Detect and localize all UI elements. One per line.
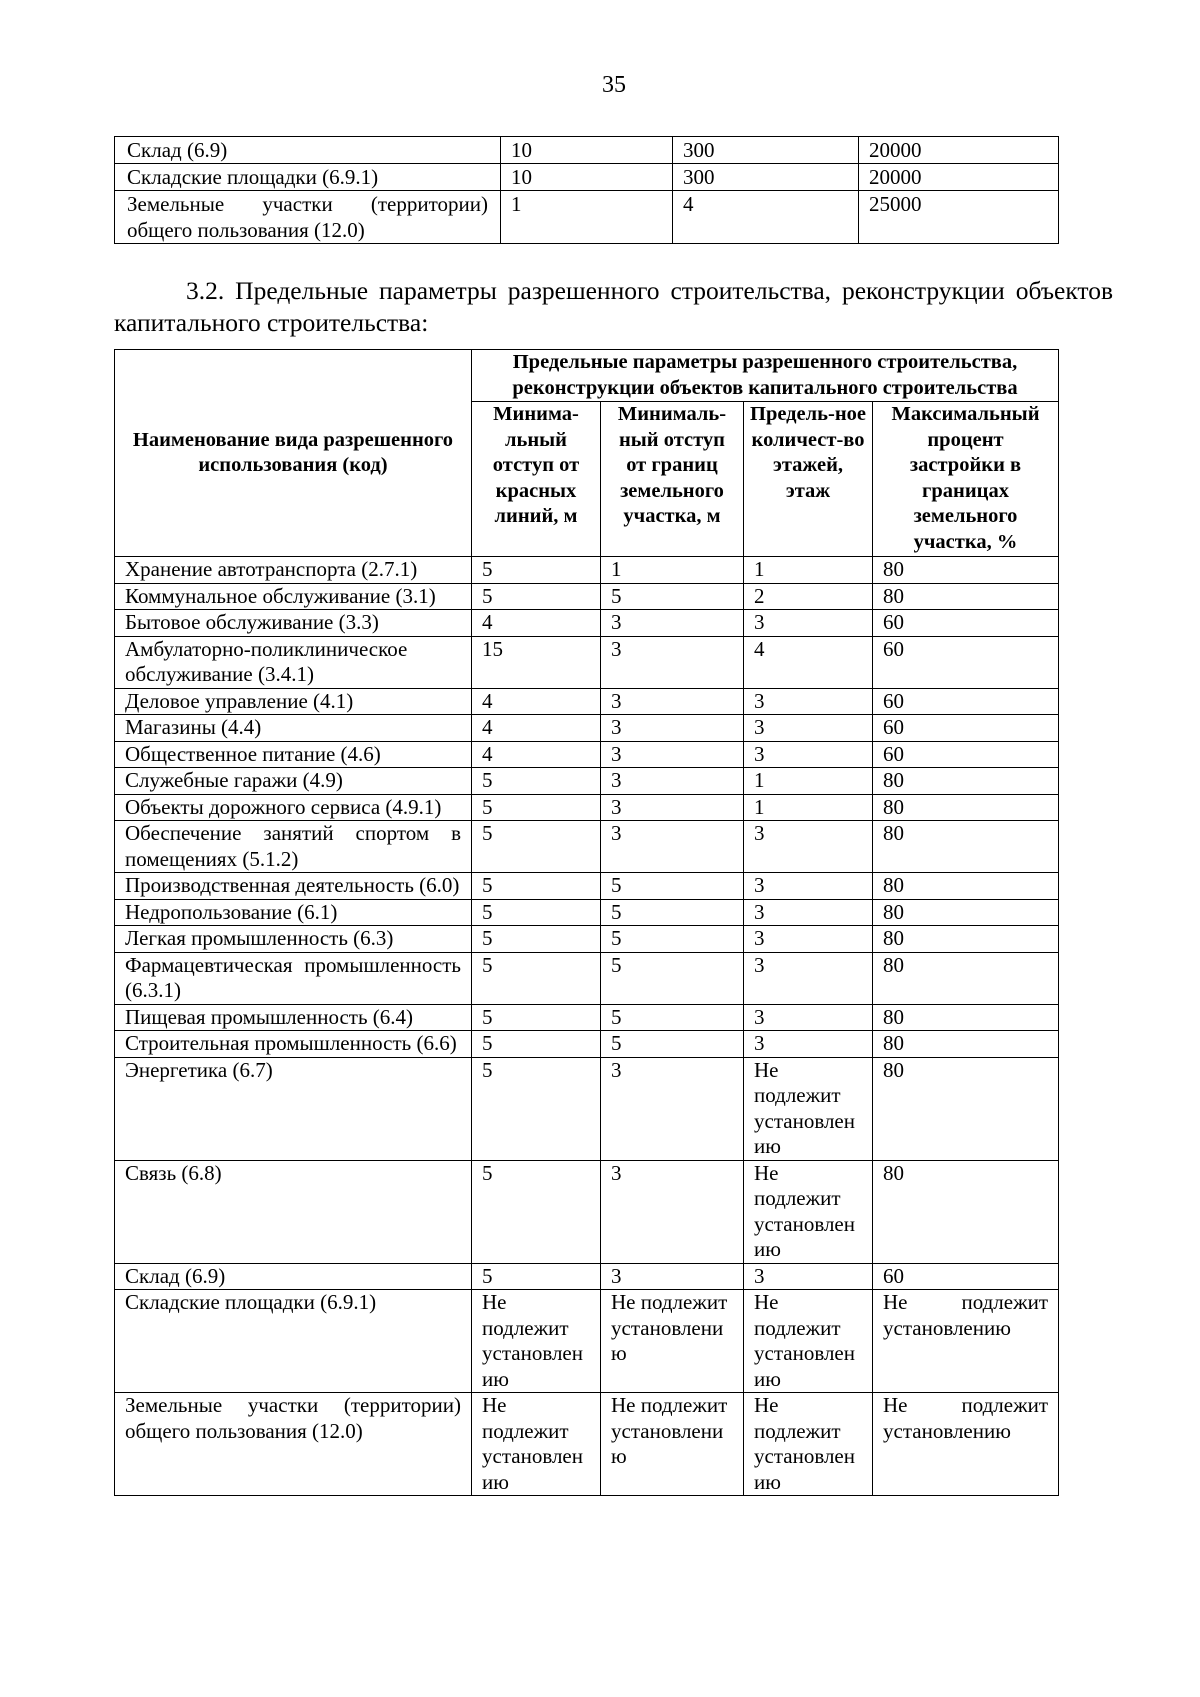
table-cell: Не подлежит установлению [873,1393,1059,1496]
table-cell: 5 [601,1004,744,1031]
table-cell: 5 [472,1263,601,1290]
table-cell: 60 [873,688,1059,715]
table-cell: 3 [744,926,873,953]
boundary-setback-header: Минималь-ный отступ от границ земельного участка, м [601,402,744,557]
table-cell: Производственная деятельность (6.0) [115,873,472,900]
table-cell: 5 [601,873,744,900]
table-cell: 3 [601,715,744,742]
table-row [115,583,1059,610]
table-row [115,636,1059,688]
table-row [115,688,1059,715]
table-cell: 25000 [859,191,1059,244]
table-row [115,715,1059,742]
table-cell: Обеспечение занятий спортом в помещениях (5.1.2) [115,821,472,873]
table-row [115,610,1059,637]
table-cell: 1 [601,557,744,584]
table-cell: 80 [873,952,1059,1004]
table-cell: 3 [601,768,744,795]
table-cell: 80 [873,1004,1059,1031]
table-cell: Не подлежит установлен ию [744,1057,873,1160]
table-cell: 5 [472,583,601,610]
table-row [115,1263,1059,1290]
table-cell: 5 [472,952,601,1004]
table-cell: Строительная промышленность (6.6) [115,1031,472,1058]
table-cell: 3 [744,741,873,768]
table-cell: 80 [873,794,1059,821]
table-cell: 5 [472,1031,601,1058]
table-cell: 3 [744,715,873,742]
table-cell: 5 [601,899,744,926]
table-cell: 3 [744,1263,873,1290]
table-cell: 1 [501,191,673,244]
top-table [114,136,1059,244]
table-row [115,952,1059,1004]
table-cell: Связь (6.8) [115,1160,472,1263]
table-cell: 60 [873,715,1059,742]
table-cell: 5 [472,794,601,821]
table-cell: Коммунальное обслуживание (3.1) [115,583,472,610]
table-row [115,557,1059,584]
table-cell: 300 [673,164,859,191]
table-cell: 3 [744,1031,873,1058]
table-cell: Пищевая промышленность (6.4) [115,1004,472,1031]
table-row [115,873,1059,900]
table-cell: 3 [601,821,744,873]
table-cell: Не подлежит установлению [873,1290,1059,1393]
table-cell: 4 [472,610,601,637]
table-cell: 1 [744,557,873,584]
table-cell: 4 [472,741,601,768]
page-number: 35 [602,72,626,98]
table-cell: Объекты дорожного сервиса (4.9.1) [115,794,472,821]
table-cell: Легкая промышленность (6.3) [115,926,472,953]
table-row [115,1031,1059,1058]
table-row [115,164,1059,191]
table-cell: 4 [472,688,601,715]
table-cell: 2 [744,583,873,610]
table-cell: Не подлежит установлен ию [472,1290,601,1393]
table-cell: Земельные участки (территории) общего пользования (12.0) [115,1393,472,1496]
table-cell: Амбулаторно-поликлиническое обслуживание (3.4.1) [115,636,472,688]
table-cell: 5 [601,1031,744,1058]
table-cell: 80 [873,1160,1059,1263]
table-row [115,741,1059,768]
table-cell: Не подлежит установлени ю [601,1290,744,1393]
table-row [115,1290,1059,1393]
table-cell: Фармацевтическая промышленность (6.3.1) [115,952,472,1004]
table-row [115,768,1059,795]
table-cell: Служебные гаражи (4.9) [115,768,472,795]
table-cell: 60 [873,636,1059,688]
name-column-header: Наименование вида разрешенного использования (код) [115,350,472,557]
table-cell: Не подлежит установлен ию [472,1393,601,1496]
table-cell: 80 [873,557,1059,584]
table-cell: 5 [601,926,744,953]
table-cell: 3 [601,794,744,821]
table-cell: 3 [601,636,744,688]
table-cell: Не подлежит установлен ию [744,1160,873,1263]
table-cell: Деловое управление (4.1) [115,688,472,715]
table-cell: 80 [873,821,1059,873]
table-cell: 1 [744,768,873,795]
table-cell: 20000 [859,137,1059,164]
table-cell: 3 [744,873,873,900]
table-cell: Бытовое обслуживание (3.3) [115,610,472,637]
table-row [115,191,1059,244]
table-cell: Общественное питание (4.6) [115,741,472,768]
table-row [115,821,1059,873]
table-cell: Складские площадки (6.9.1) [115,1290,472,1393]
table-cell: Не подлежит установлен ию [744,1393,873,1496]
table-cell: 60 [873,1263,1059,1290]
table-cell: 80 [873,899,1059,926]
table-cell: Не подлежит установлен ию [744,1290,873,1393]
table-row [115,137,1059,164]
table-cell: 5 [472,557,601,584]
table-cell: 5 [472,768,601,795]
table-cell: 3 [744,688,873,715]
table-cell: 5 [472,899,601,926]
table-cell: Магазины (4.4) [115,715,472,742]
table-cell: 4 [744,636,873,688]
table-cell: 1 [744,794,873,821]
table-cell: 60 [873,610,1059,637]
table-cell: 80 [873,768,1059,795]
table-row [115,899,1059,926]
table-cell: Не подлежит установлени ю [601,1393,744,1496]
red-line-setback-header: Минима-льный отступ от красных линий, м [472,402,601,557]
table-cell: 15 [472,636,601,688]
table-cell: 5 [472,821,601,873]
table-cell: 80 [873,583,1059,610]
table-cell: 3 [601,610,744,637]
table-cell: 20000 [859,164,1059,191]
table-cell: Хранение автотранспорта (2.7.1) [115,557,472,584]
table-cell: 80 [873,873,1059,900]
parameters-table [114,349,1059,1496]
table-cell: 3 [744,1004,873,1031]
table-row [115,794,1059,821]
table-cell: 3 [744,610,873,637]
table-cell: 3 [601,741,744,768]
table-cell: Складские площадки (6.9.1) [115,164,501,191]
table-cell: 5 [472,1057,601,1160]
table-cell: 60 [873,741,1059,768]
table-cell: 3 [601,688,744,715]
table-row [115,1057,1059,1160]
table-cell: 4 [472,715,601,742]
table-cell: 300 [673,137,859,164]
table-cell: Недропользование (6.1) [115,899,472,926]
table-cell: 10 [501,137,673,164]
table-cell: 4 [673,191,859,244]
table-row [115,1004,1059,1031]
table-cell: 3 [744,899,873,926]
table-cell: 5 [601,583,744,610]
table-cell: 80 [873,1031,1059,1058]
table-cell: 5 [472,873,601,900]
table-cell: Склад (6.9) [115,137,501,164]
table-cell: 80 [873,926,1059,953]
table-cell: 5 [472,1160,601,1263]
parameters-group-header: Предельные параметры разрешенного строительства, реконструкции объектов капитального строительства [472,350,1059,402]
table-cell: 3 [601,1160,744,1263]
table-cell: Склад (6.9) [115,1263,472,1290]
table-row [115,1393,1059,1496]
table-cell: 3 [744,821,873,873]
table-cell: 10 [501,164,673,191]
table-cell: Энергетика (6.7) [115,1057,472,1160]
table-row [115,1160,1059,1263]
coverage-percent-header: Максимальный процент застройки в границах земельного участка, % [873,402,1059,557]
table-cell: 3 [744,952,873,1004]
table-cell: 3 [601,1057,744,1160]
section-heading: 3.2. Предельные параметры разрешенного строительства, реконструкции объектов капитального строительства: [114,276,1113,337]
table-cell: 5 [601,952,744,1004]
floor-count-header: Предель-ное количест-во этажей, этаж [744,402,873,557]
table-row [115,926,1059,953]
table-cell: 5 [472,926,601,953]
table-cell: 80 [873,1057,1059,1160]
table-cell: Земельные участки (территории) общего пользования (12.0) [115,191,501,244]
table-cell: 3 [601,1263,744,1290]
table-cell: 5 [472,1004,601,1031]
